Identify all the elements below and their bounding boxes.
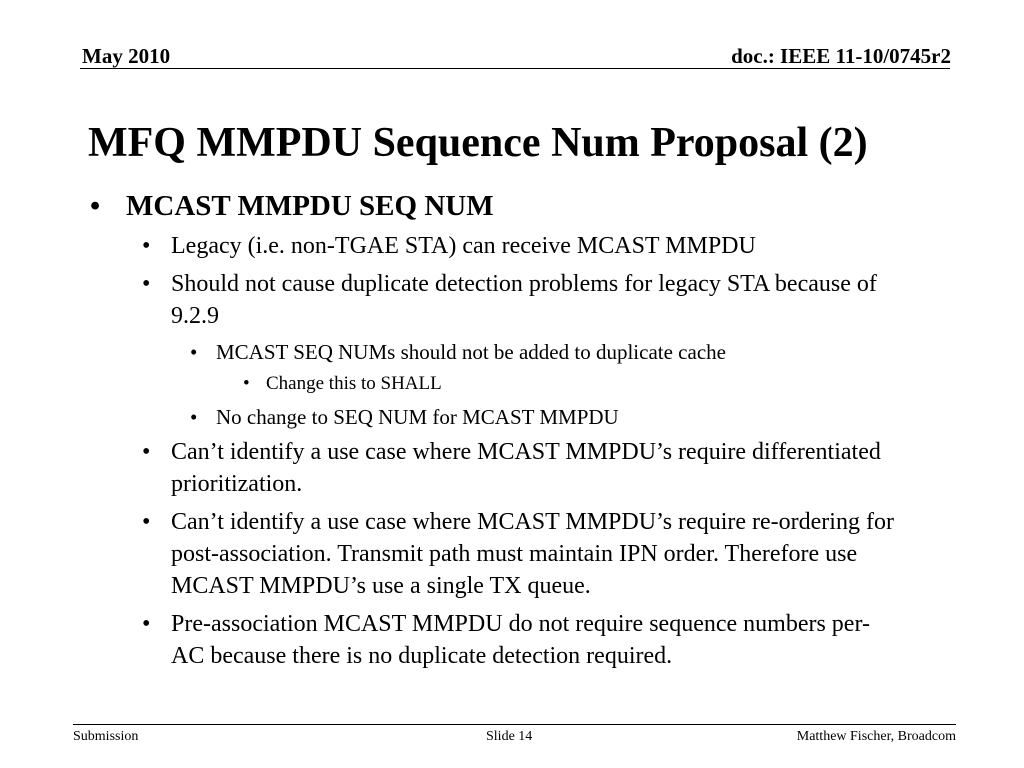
bullet-item	[0, 186, 1024, 226]
slide-title: MFQ MMPDU Sequence Num Proposal (2)	[88, 120, 868, 166]
bullet-dot: •	[142, 509, 151, 535]
bullet-text: MCAST MMPDU SEQ NUM	[126, 190, 494, 222]
bullet-text: No change to SEQ NUM for MCAST MMPDU	[216, 405, 619, 429]
bullet-dot: •	[142, 439, 151, 465]
bullet-dot: •	[142, 271, 151, 297]
bullet-dot: •	[190, 340, 198, 364]
bullet-item	[0, 506, 901, 602]
bullet-text: Can’t identify a use case where MCAST MMPDU’s require re-ordering for post-association. Transmit path must maintain IPN order. Therefore use MCAST MMPDU’s use a single TX queue.	[171, 509, 894, 599]
footer-submission: Submission	[73, 729, 139, 744]
header-date: May 2010	[82, 44, 171, 68]
header-doc-id: doc.: IEEE 11-10/0745r2	[731, 44, 951, 68]
footer-author: Matthew Fischer, Broadcom	[796, 729, 956, 744]
bullet-dot: •	[90, 190, 101, 222]
bullet-text: MCAST SEQ NUMs should not be added to duplicate cache	[216, 340, 726, 364]
bullet-item	[0, 371, 916, 397]
bullet-item	[0, 230, 901, 262]
bullet-dot: •	[243, 373, 250, 394]
bullet-item	[0, 436, 901, 500]
bullet-list	[0, 186, 1024, 678]
bullet-text: Legacy (i.e. non-TGAE STA) can receive MCAST MMPDU	[171, 233, 756, 259]
bullet-dot: •	[142, 233, 151, 259]
bullet-item	[0, 403, 916, 431]
bullet-dot: •	[142, 611, 151, 637]
bullet-text: Pre-association MCAST MMPDU do not require sequence numbers per-AC because there is no duplicate detection required.	[171, 611, 870, 669]
footer-slide-number: Slide 14	[486, 729, 533, 744]
bullet-text: Should not cause duplicate detection problems for legacy STA because of 9.2.9	[171, 271, 877, 329]
bullet-item	[0, 268, 901, 332]
header-divider	[80, 68, 950, 69]
bullet-text: Can’t identify a use case where MCAST MMPDU’s require differentiated prioritization.	[171, 439, 881, 497]
footer-divider	[73, 724, 956, 725]
bullet-text: Change this to SHALL	[266, 373, 442, 394]
bullet-item	[0, 608, 901, 672]
bullet-dot: •	[190, 405, 198, 429]
bullet-item	[0, 338, 916, 366]
